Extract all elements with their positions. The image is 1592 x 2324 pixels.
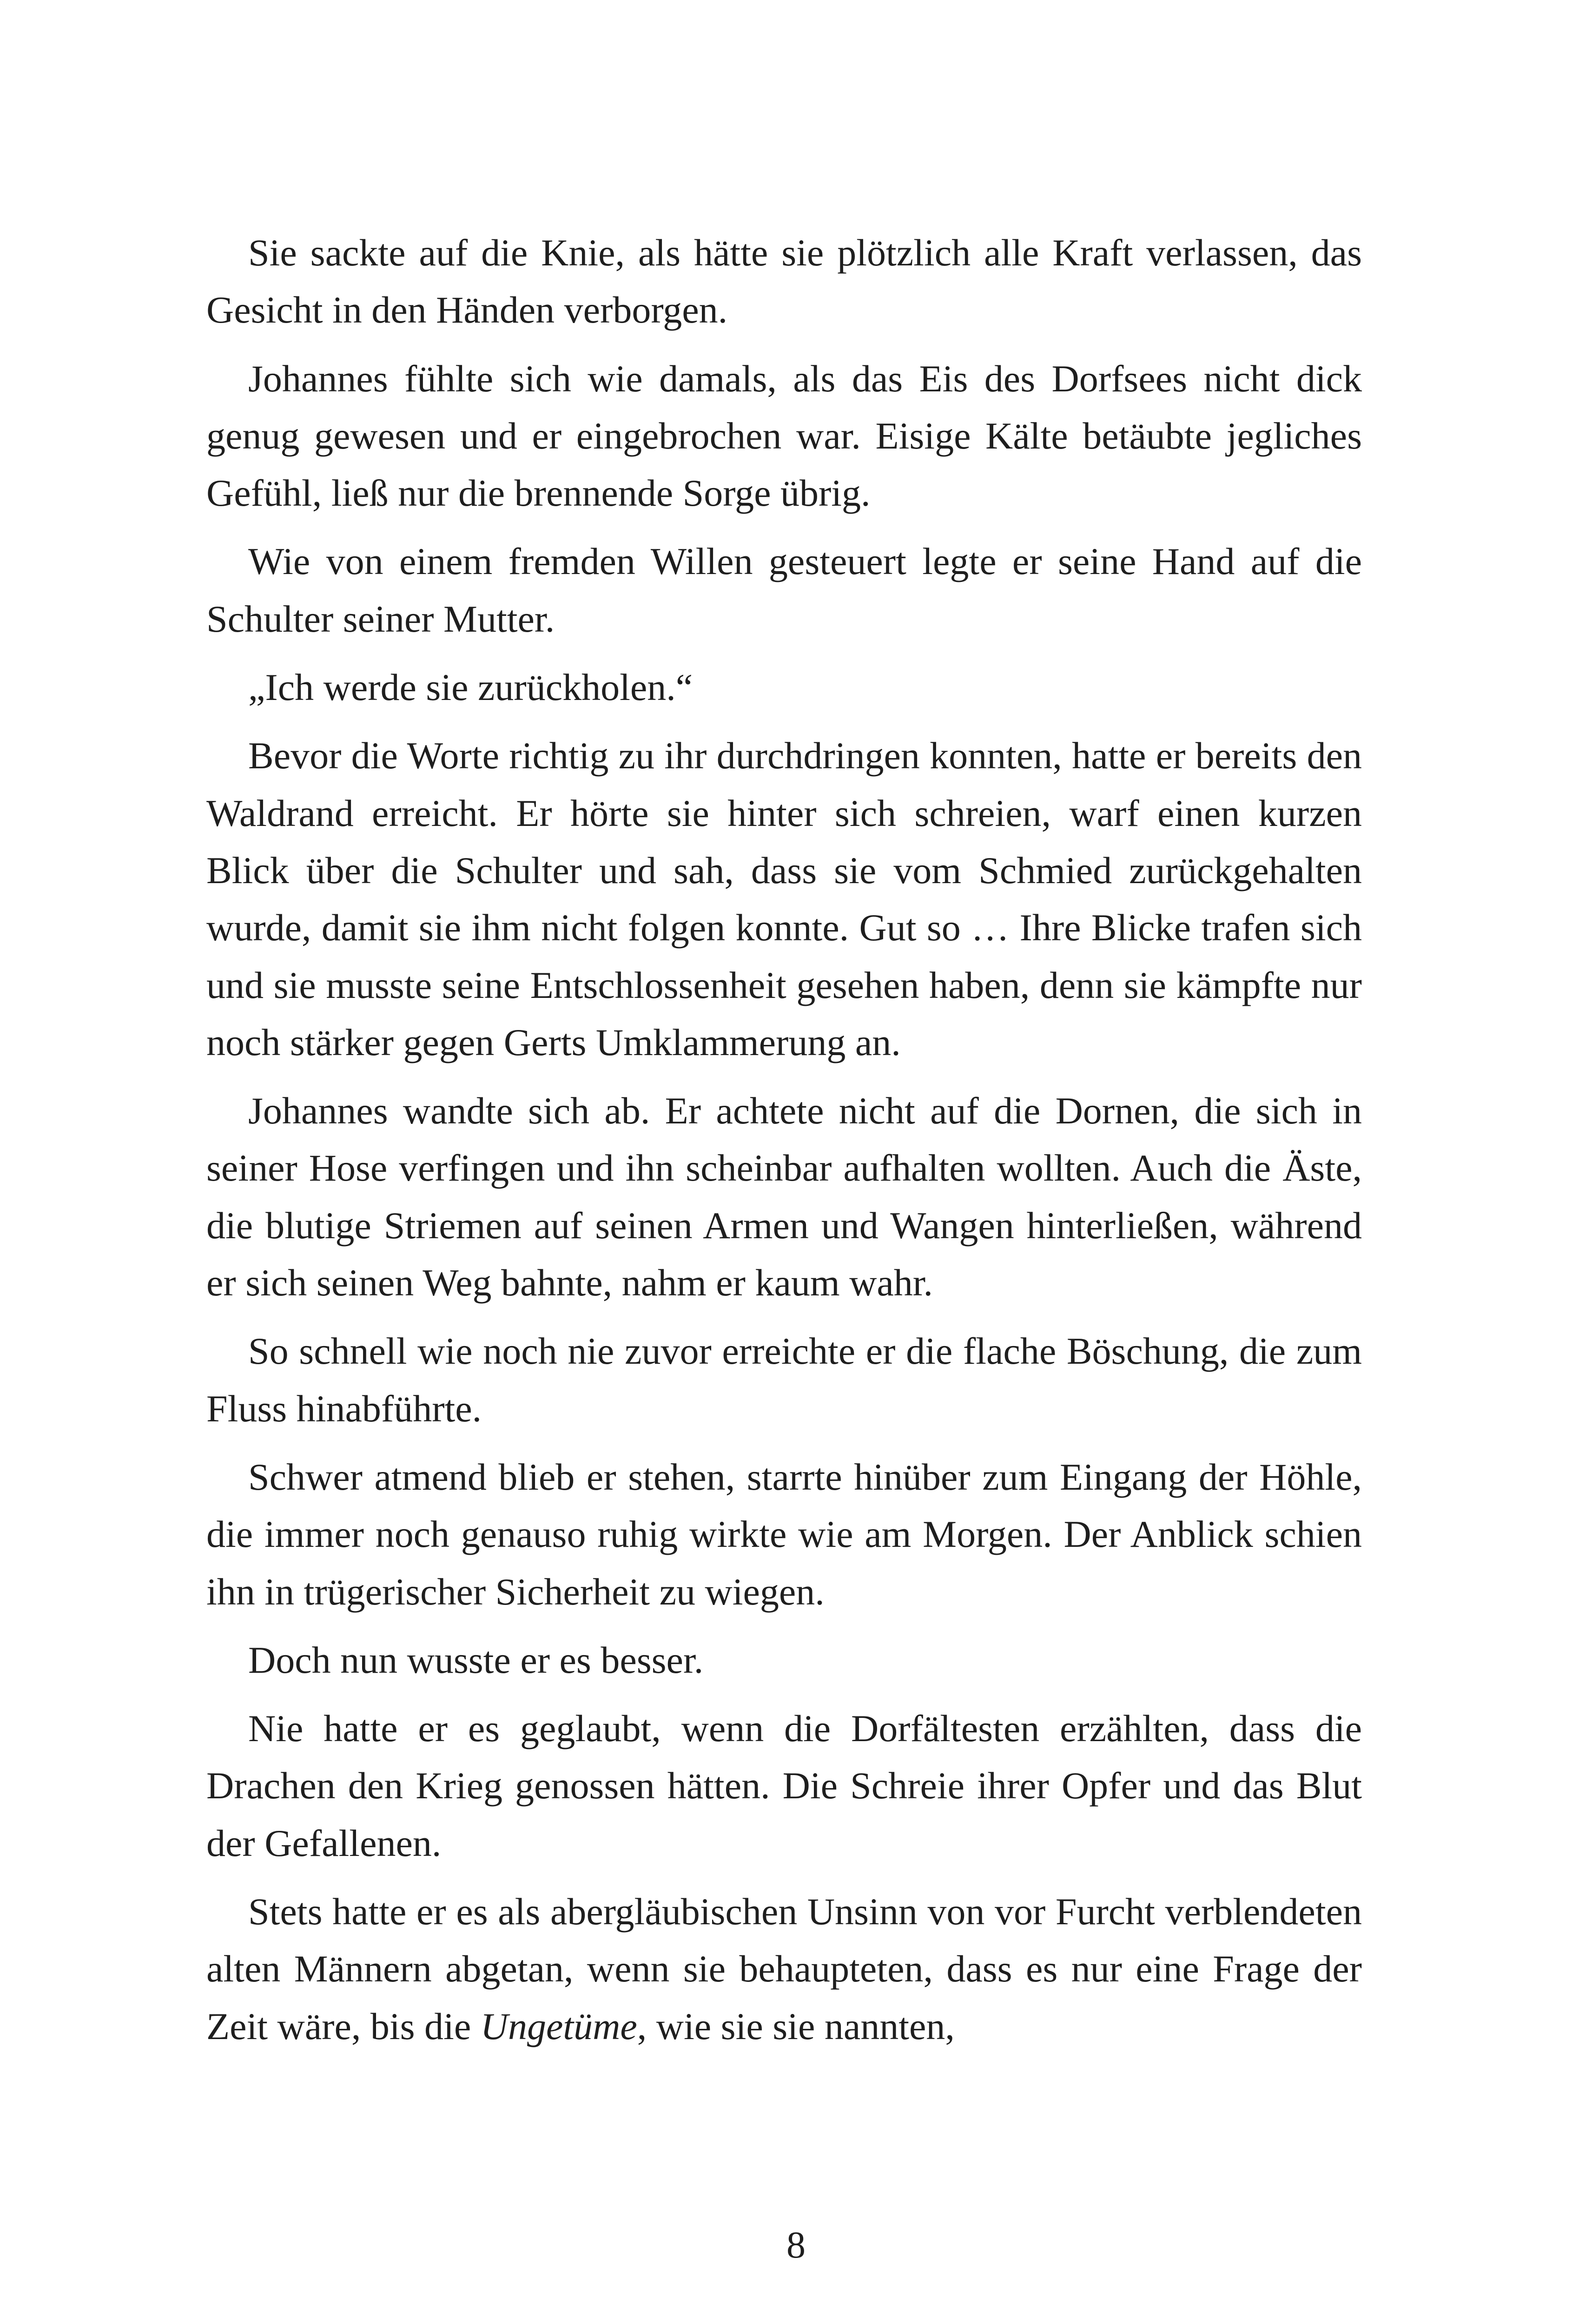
paragraph: Bevor die Worte richtig zu ihr durchdringen konnten, hatte er bereits den Waldrand erreicht. Er hörte sie hinter sich schreien, warf einen kurzen Blick über die Schulter und sah, dass sie vom Schmied zurückgehalten wurde, damit sie ihm nicht folgen konnte. Gut so … Ihre Blicke trafen sich und sie musste seine Entschlossenheit gesehen haben, denn sie kämpfte nur noch stärker gegen Gerts Umklammerung an.	[206, 734, 1362, 1063]
paragraph: So schnell wie noch nie zuvor erreichte er die flache Böschung, die zum Fluss hinabführte.	[206, 1330, 1362, 1430]
paragraph-last	[206, 1883, 1362, 2055]
paragraph: Schwer atmend blieb er stehen, starrte hinüber zum Eingang der Höhle, die immer noch genauso ruhig wirkte wie am Morgen. Der Anblick schien ihn in trügerischer Sicherheit zu wiegen.	[206, 1455, 1362, 1613]
paragraph: Doch nun wusste er es besser.	[248, 1638, 704, 1681]
emphasized-word: Ungetüme	[480, 2005, 637, 2047]
page-number: 8	[786, 2224, 806, 2266]
paragraph: Johannes wandte sich ab. Er achtete nicht auf die Dornen, die sich in seiner Hose verfingen und ihn scheinbar aufhalten wollten. Auch die Äste, die blutige Striemen auf seinen Armen und Wangen hinterließen, während er sich seinen Weg bahnte, nahm er kaum wahr.	[206, 1089, 1362, 1304]
paragraph: Johannes fühlte sich wie damals, als das Eis des Dorfsees nicht dick genug gewesen und er eingebrochen war. Eisige Kälte betäubte jegliches Gefühl, ließ nur die brennende Sorge übrig.	[206, 357, 1362, 515]
paragraph: Nie hatte er es geglaubt, wenn die Dorfältesten erzählten, dass die Drachen den Krieg genossen hätten. Die Schreie ihrer Opfer und das Blut der Gefallenen.	[206, 1707, 1362, 1864]
body-text	[206, 224, 1362, 2066]
paragraph-text: , wie sie sie nannten,	[637, 2005, 955, 2047]
paragraph: „Ich werde sie zurückholen.“	[248, 666, 693, 709]
paragraph: Sie sackte auf die Knie, als hätte sie plötzlich alle Kraft verlassen, das Gesicht in den Händen verborgen.	[206, 231, 1362, 331]
paragraph: Wie von einem fremden Willen gesteuert legte er seine Hand auf die Schulter seiner Mutter.	[206, 540, 1362, 640]
paragraph-text: Stets hatte er es als abergläubischen Unsinn von vor Furcht verblendeten alten Männern abgetan, wenn sie behaupteten, dass es nur eine Frage der Zeit wäre, bis die	[206, 1890, 1362, 2047]
